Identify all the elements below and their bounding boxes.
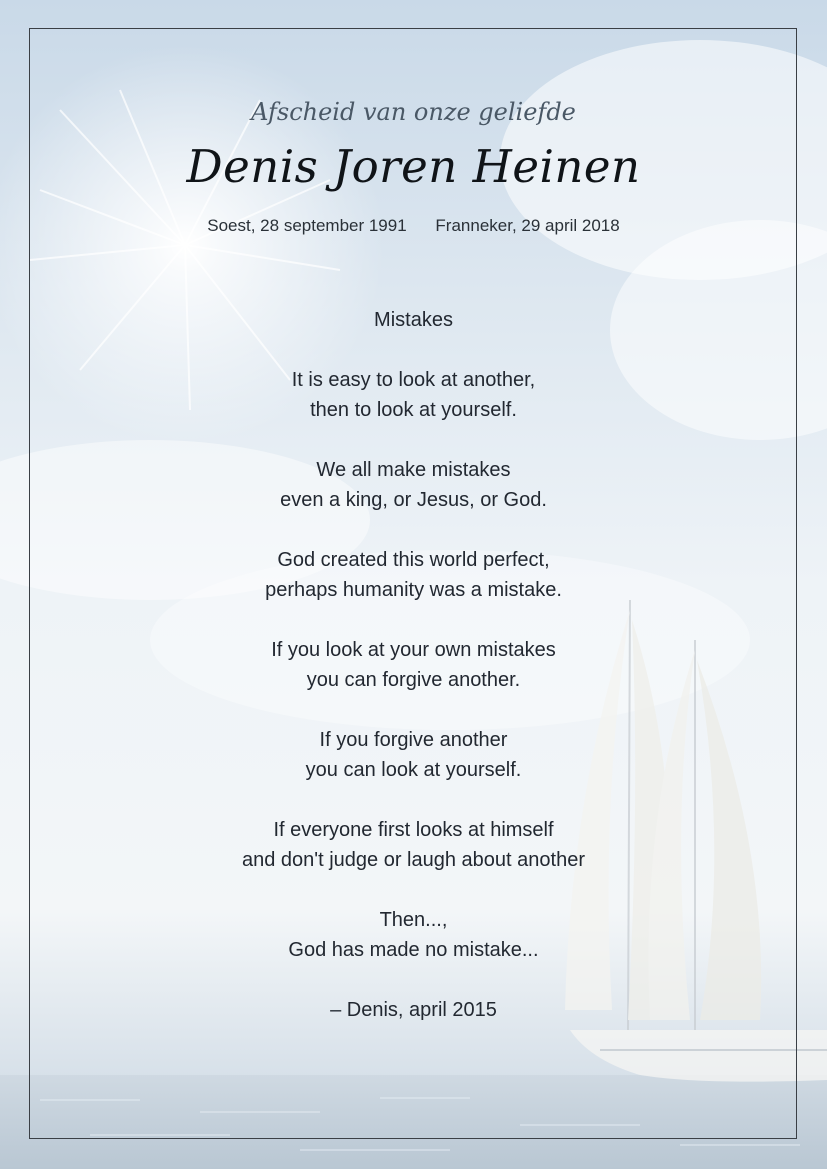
poem-stanza xyxy=(0,815,827,875)
poem-line: God has made no mistake... xyxy=(288,939,539,961)
poem-stanza xyxy=(0,725,827,785)
life-dates xyxy=(0,216,827,236)
poem-stanza xyxy=(0,365,827,425)
poem-line: It is easy to look at another, xyxy=(291,369,536,391)
poem-line: If you forgive another xyxy=(319,729,508,751)
poem-line: then to look at yourself. xyxy=(310,399,517,421)
poem-line: God created this world perfect, xyxy=(277,549,550,571)
farewell-subtitle: Afscheid van onze geliefde xyxy=(251,98,576,126)
poem-line: perhaps humanity was a mistake. xyxy=(265,579,562,601)
poem-line: If everyone first looks at himself xyxy=(273,819,554,841)
poem-stanza xyxy=(0,635,827,695)
poem-stanza xyxy=(0,455,827,515)
poem-stanza xyxy=(0,545,827,605)
birth-date: Soest, 28 september 1991 xyxy=(207,216,407,235)
poem-line: even a king, or Jesus, or God. xyxy=(280,489,547,511)
deceased-name: Denis Joren Heinen xyxy=(186,140,641,193)
poem-line: you can look at yourself. xyxy=(305,759,522,781)
poem-signature: – Denis, april 2015 xyxy=(330,999,497,1021)
poem-line: We all make mistakes xyxy=(316,459,511,481)
poem-title: Mistakes xyxy=(374,309,453,331)
poem-stanza xyxy=(0,905,827,965)
poem-line: you can forgive another. xyxy=(306,669,521,691)
poem-line: Then..., xyxy=(379,909,448,931)
poem xyxy=(0,305,827,1025)
poem-line: If you look at your own mistakes xyxy=(271,639,556,661)
death-date: Franneker, 29 april 2018 xyxy=(435,216,620,235)
poem-line: and don't judge or laugh about another xyxy=(242,849,585,871)
